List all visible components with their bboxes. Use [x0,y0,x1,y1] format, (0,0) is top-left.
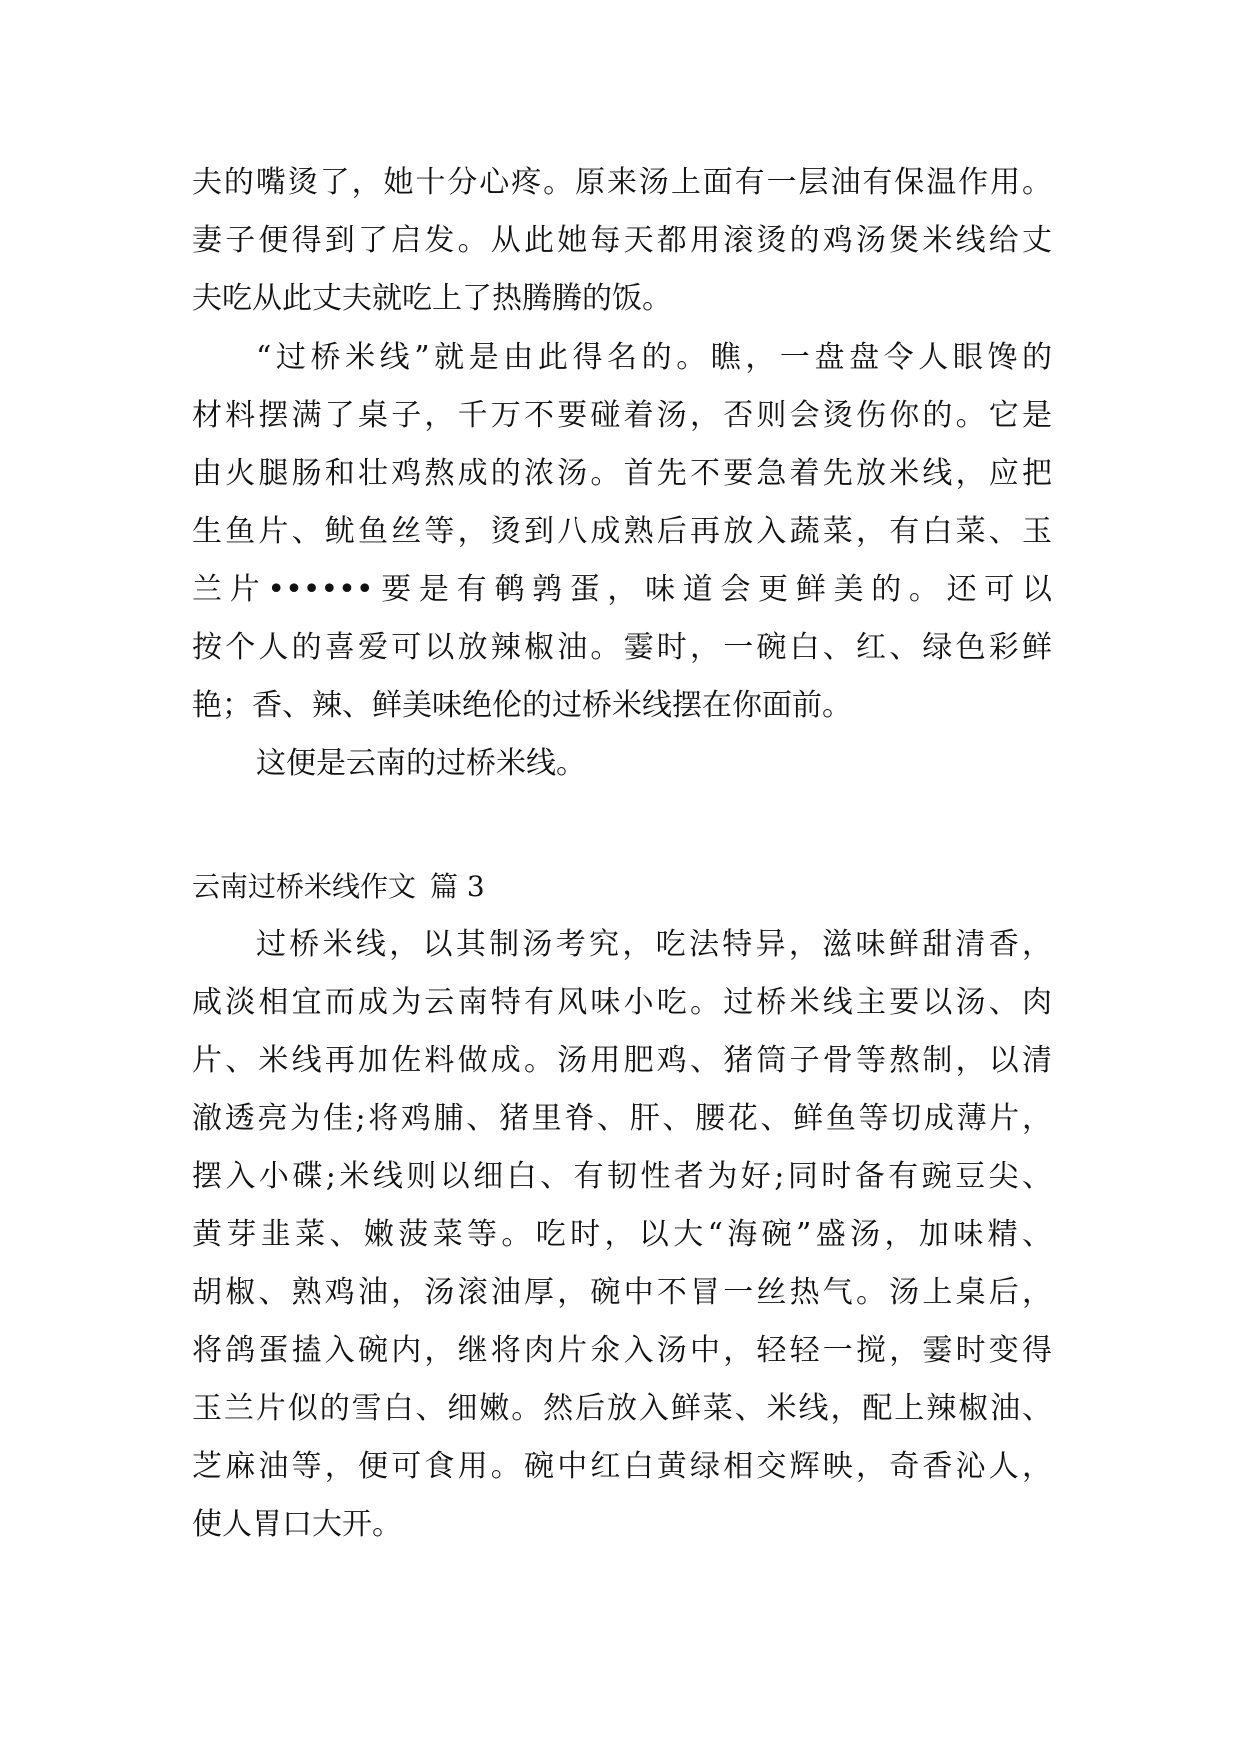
text-line: 澈透亮为佳;将鸡脯、猪里脊、肝、腰花、鲜鱼等切成薄片， [192,1101,1052,1136]
text-line: 片、米线再加佐料做成。汤用肥鸡、猪筒子骨等熬制，以清 [192,1043,1052,1078]
text-line: 兰片••••••要是有鹌鹑蛋，味道会更鲜美的。还可以 [192,572,1052,607]
text-line: 黄芽韭菜、嫩菠菜等。吃时，以大“海碗”盛汤，加味精、 [192,1217,1052,1252]
text-line: 过桥米线，以其制汤考究，吃法特异，滋味鲜甜清香， [256,927,1052,962]
text-line: 将鸽蛋搕入碗内，继将肉片氽入汤中，轻轻一搅，霎时变得 [192,1333,1052,1368]
text-line: 玉兰片似的雪白、细嫩。然后放入鲜菜、米线，配上辣椒油、 [192,1391,1052,1426]
text-line: 夫的嘴烫了，她十分心疼。原来汤上面有一层油有保温作用。 [192,165,1052,200]
section-heading-number: 篇 3 [430,870,485,903]
text-line: 生鱼片、鱿鱼丝等，烫到八成熟后再放入蔬菜，有白菜、玉 [192,514,1052,549]
text-line: 使人胃口大开。 [192,1507,402,1542]
text-line: 这便是云南的过桥米线。 [256,746,586,781]
paragraph-section-3 [192,916,1052,1554]
text-line: 由火腿肠和壮鸡熬成的浓汤。首先不要急着先放米线，应把 [192,456,1052,491]
text-line: 妻子便得到了启发。从此她每天都用滚烫的鸡汤煲米线给丈 [192,223,1052,258]
text-line: 芝麻油等，便可食用。碗中红白黄绿相交辉映，奇香沁人， [192,1449,1052,1484]
text-line: 按个人的喜爱可以放辣椒油。霎时，一碗白、红、绿色彩鲜 [192,630,1052,665]
text-line: 夫吃从此丈夫就吃上了热腾腾的饭。 [192,281,672,316]
paragraph-guoqiao-naming [192,329,1052,735]
text-line: 材料摆满了桌子，千万不要碰着汤，否则会烫伤你的。它是 [192,398,1052,433]
section-heading [192,858,485,916]
text-line: 艳；香、辣、鲜美味绝伦的过桥米线摆在你面前。 [192,688,852,723]
section-heading-title: 云南过桥米线作文 [192,870,417,903]
text-line: 胡椒、熟鸡油，汤滚油厚，碗中不冒一丝热气。汤上桌后， [192,1275,1052,1310]
text-line: “过桥米线”就是由此得名的。瞧，一盘盘令人眼馋的 [256,340,1052,375]
paragraph-continuation [192,154,1052,328]
text-line: 咸淡相宜而成为云南特有风味小吃。过桥米线主要以汤、肉 [192,985,1052,1020]
text-line: 摆入小碟;米线则以细白、有韧性者为好;同时备有豌豆尖、 [192,1159,1052,1194]
paragraph-conclusion [192,735,1052,793]
